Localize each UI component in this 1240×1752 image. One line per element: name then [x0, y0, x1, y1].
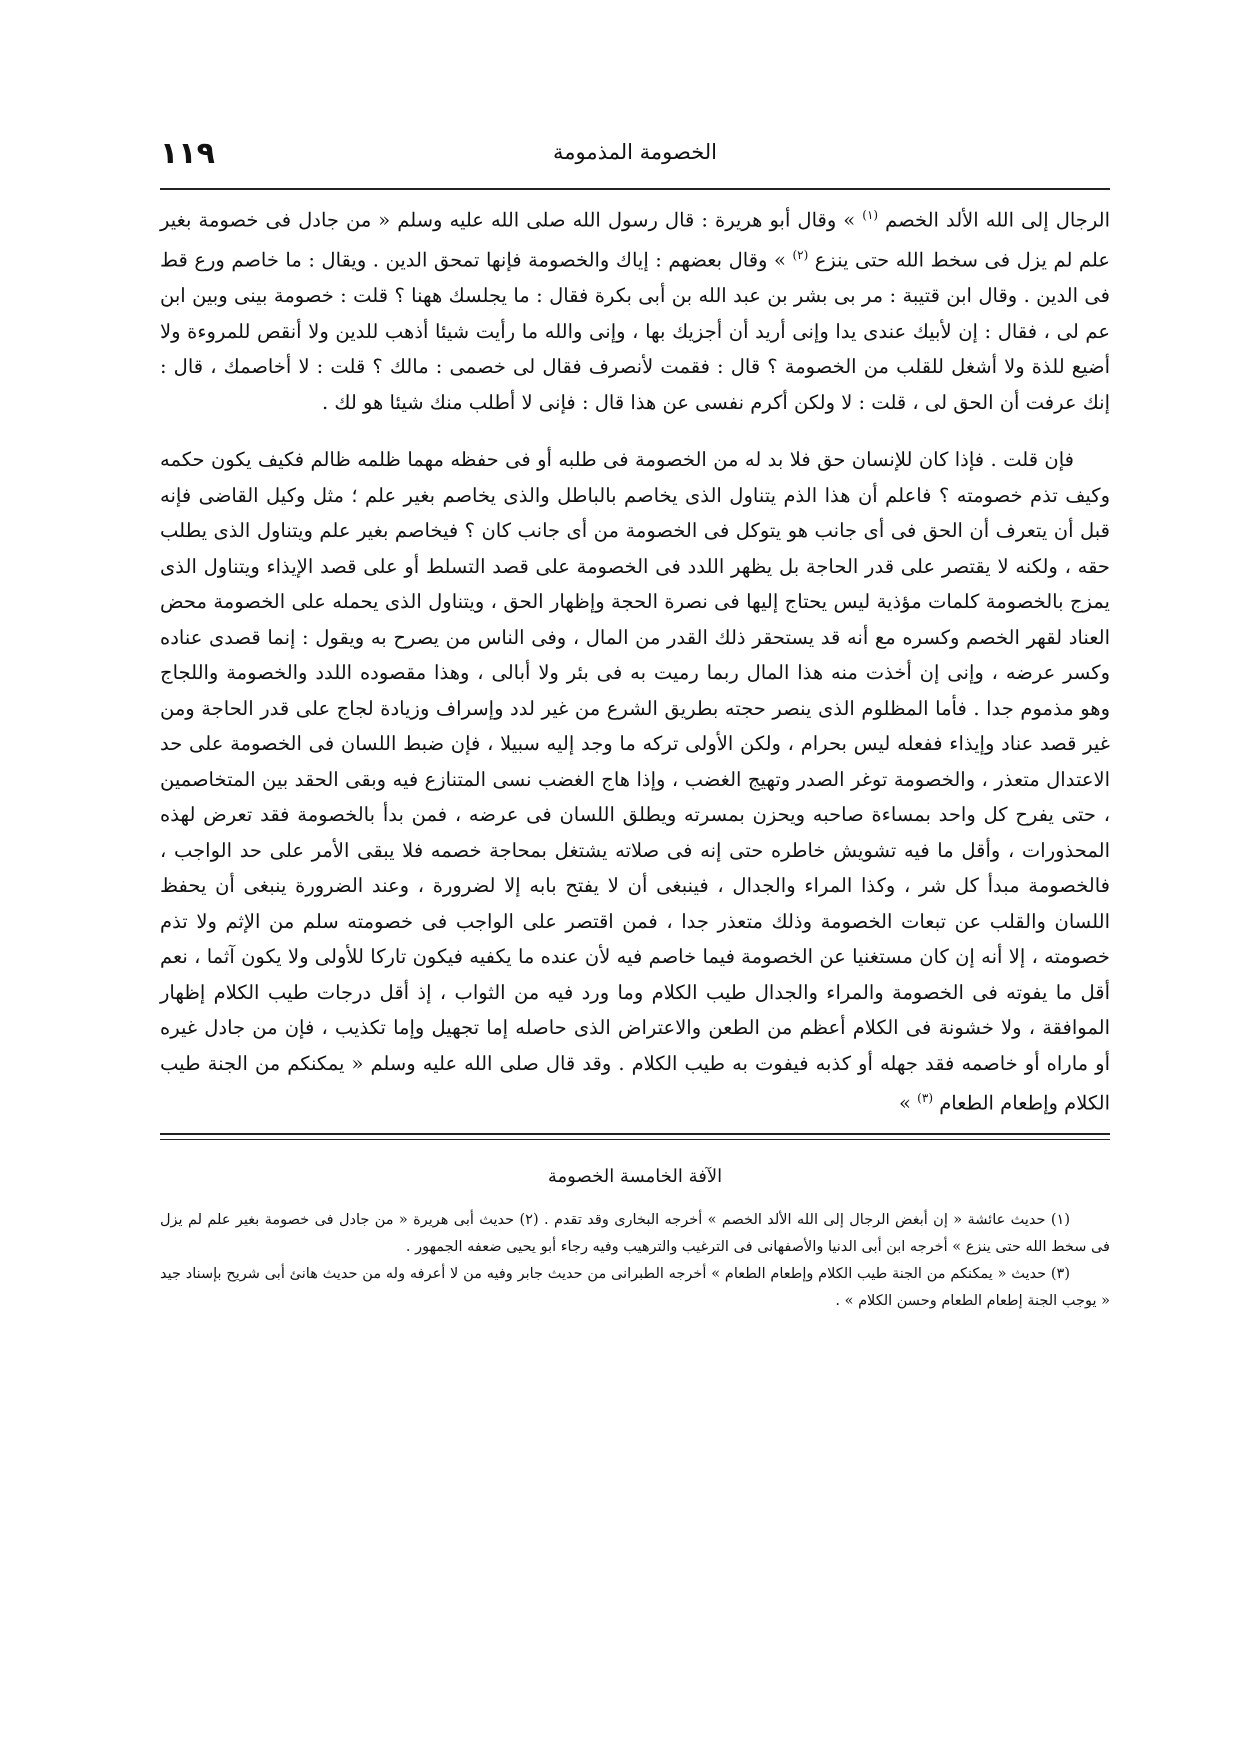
- footnote-ref-1[interactable]: (١): [862, 208, 879, 222]
- text-run: » وقال بعضهم : إياك والخصومة فإنها تمحق الدين . ويقال : ما خاصم ورع قط فى الدين . وقال ابن قتيبة : مر بى بشر بن عبد الله بن أبى بكرة فقال : ما يجلسك ههنا ؟ قلت : خصومة بينى وبين ابن عم لى ، فقال : إن لأبيك عندى يدا وإنى أريد أن أجزيك بها ، وإنى والله ما رأيت شيئا أذهب للدين ولا أنقص للمروءة ولا أضيع للذة ولا أشغل للقلب من الخصومة ؟ قال : فقمت لأنصرف فقال لى خصمى : مالك ؟ قلت : لا أخاصمك ، قال : إنك عرفت أن الحق لى ، قلت : لا ولكن أكرم نفسى عن هذا قال : فإنى لا أطلب منك شيئا هو لك .: [160, 248, 1110, 414]
- footnotes: [160, 1207, 1110, 1315]
- paragraph-1: [160, 198, 1110, 420]
- book-page: [160, 128, 1110, 1315]
- text-run: فإن قلت . فإذا كان للإنسان حق فلا بد له من الخصومة فى طلبه أو فى حفظه مهما ظلمه ظالم فكيف يكون حكمه وكيف تذم خصومته ؟ فاعلم أن هذا الذم يتناول الذى يخاصم بالباطل والذى يخاصم بغير علم ؛ مثل وكيل القاضى فإنه قبل أن يتعرف أن الحق فى أى جانب هو يتوكل فى الخصومة من أى جانب كان ؟ فيخاصم بغير علم ويتناول الذى يطلب حقه ، ولكنه لا يقتصر على قدر الحاجة بل يظهر اللدد فى الخصومة على قصد التسلط أو على قصد الإيذاء ويتناول الذى يمزج بالخصومة كلمات مؤذية ليس يحتاج إليها فى نصرة الحجة وإظهار الحق ، ويتناول الذى يحمله على الخصومة محض العناد لقهر الخصم وكسره مع أنه قد يستحقر ذلك القدر من المال ، وفى الناس من يصرح به ويقول : إنما قصدى عناده وكسر عرضه ، وإنى إن أخذت منه هذا المال ربما رميت به فى بئر ولا أبالى ، وهذا مقصوده اللدد والخصومة واللجاج وهو مذموم جدا . فأما المظلوم الذى ينصر حجته بطريق الشرع من غير لدد وإسراف وزيادة لجاج على قدر الحاجة ومن غير قصد عناد وإيذاء ففعله ليس بحرام ، ولكن الأولى تركه ما وجد إليه سبيلا ، فإن ضبط اللسان فى الخصومة على حد الاعتدال متعذر ، والخصومة توغر الصدر وتهيج الغضب ، وإذا هاج الغضب نسى المتنازع فيه وبقى الحقد بين المتخاصمين ، حتى يفرح كل واحد بمساءة صاحبه ويحزن بمسرته ويطلق اللسان فى عرضه ، فمن بدأ بالخصومة فقد تعرض لهذه المحذورات ، وأقل ما فيه تشويش خاطره حتى إنه فى صلاته يشتغل بمحاجة خصمه فلا يبقى الأمر على حد الواجب ، فالخصومة مبدأ كل شر ، وكذا المراء والجدال ، فينبغى أن لا يفتح بابه إلا لضرورة ، وعند الضرورة ينبغى أن يحفظ اللسان والقلب عن تبعات الخصومة وذلك متعذر جدا ، فمن اقتصر على الواجب فى خصومته سلم من الإثم ولا تذم خصومته ، إلا أنه إن كان مستغنيا عن الخصومة فيما خاصم فيه لأن عنده ما يكفيه فيكون تاركا للأولى ولا يكون آثما ، نعم أقل ما يفوته فى الخصومة والمراء والجدال طيب الكلام وما ورد فيه من الثواب ، إذ أقل درجات طيب الكلام إظهار الموافقة ، ولا خشونة فى الكلام أعظم من الطعن والاعتراض الذى حاصله إما تجهيل وإما تكذيب ، فإن من جادل غيره أو ماراه أو خاصمه فقد جهله أو كذبه فيفوت به طيب الكلام . وقد قال صلى الله عليه وسلم « يمكنكم من الجنة طيب الكلام وإطعام الطعام: [160, 448, 1110, 1115]
- footnote-1-2: (١) حديث عائشة « إن أبغض الرجال إلى الله الألد الخصم » أخرجه البخارى وقد تقدم . (٢) حديث أبى هريرة « من جادل فى خصومة بغير علم لم يزل فى سخط الله حتى ينزع » أخرجه ابن أبى الدنيا والأصفهانى فى الترغيب والترهيب وفيه رجاء أبو يحيى ضعفه الجمهور .: [160, 1212, 1110, 1255]
- footnote-ref-2[interactable]: (٢): [792, 248, 809, 262]
- text-run: » وقال أبو هريرة : قال رسول الله صلى الله عليه وسلم « من جادل فى خصومة بغير علم لم يزل فى سخط الله حتى ينزع: [160, 208, 1110, 272]
- text-run: »: [899, 1091, 918, 1115]
- footnote-3: (٣) حديث « يمكنكم من الجنة طيب الكلام وإطعام الطعام » أخرجه الطبرانى من حديث جابر وفيه من لا أعرفه وله من حديث هانئ أبى شريح بإسناد جيد « يوجب الجنة إطعام الطعام وحسن الكلام » .: [160, 1266, 1110, 1309]
- paragraph-gap: [160, 420, 1110, 442]
- running-title: الخصومة المذمومة: [552, 140, 718, 164]
- section-footer-title: الآفة الخامسة الخصومة: [547, 1166, 723, 1187]
- footnote-ref-3[interactable]: (٣): [917, 1091, 933, 1105]
- page-number: ١١٩: [160, 136, 215, 171]
- running-head: [160, 128, 1110, 188]
- main-text: [160, 198, 1110, 1121]
- footer-rule: [160, 1133, 1110, 1140]
- text-run: الرجال إلى الله الألد الخصم: [878, 208, 1110, 232]
- paragraph-2: [160, 442, 1110, 1121]
- header-rule: [160, 188, 1110, 190]
